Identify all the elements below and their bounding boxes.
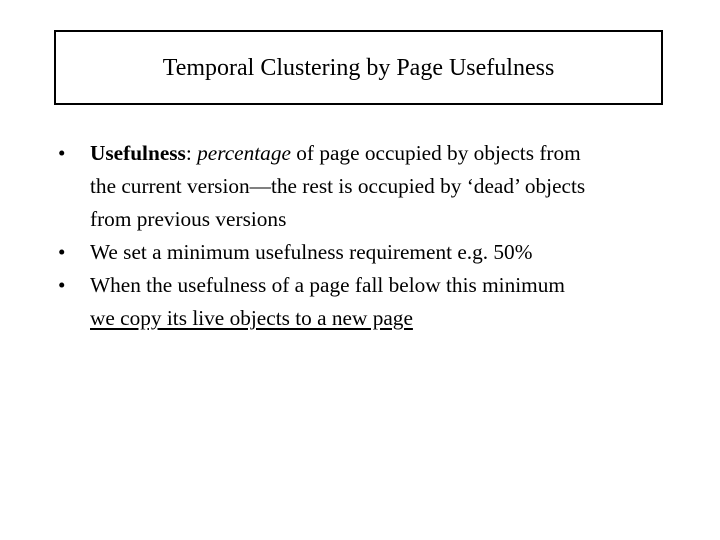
bullet-3-line-2: we copy its live objects to a new page bbox=[90, 306, 413, 330]
bullet-icon: • bbox=[58, 141, 66, 165]
bullet-1-colon: : bbox=[185, 141, 198, 165]
bullet-3-line-2-wrap bbox=[90, 302, 688, 335]
bullet-1-term: Usefulness bbox=[90, 141, 186, 165]
bullet-1-line-2: the current version—the rest is occupied by ‘dead’ objects bbox=[90, 174, 586, 198]
bullet-1-line-1-rest: of page occupied by objects from bbox=[290, 141, 581, 165]
bullet-item-usefulness bbox=[58, 137, 688, 236]
bullet-item-minimum-requirement bbox=[58, 236, 688, 269]
bullet-1-line-1 bbox=[90, 137, 688, 170]
slide-title: Temporal Clustering by Page Usefulness bbox=[162, 54, 555, 81]
bullet-icon: • bbox=[58, 273, 66, 297]
bullet-1-emphasis: percentage bbox=[197, 141, 291, 165]
bullet-icon: • bbox=[58, 240, 66, 264]
bullet-3-line-1: When the usefulness of a page fall below this minimum bbox=[90, 273, 565, 297]
bullet-list bbox=[58, 137, 688, 335]
title-box bbox=[54, 30, 663, 105]
bullet-item-copy-live-objects bbox=[58, 269, 688, 335]
bullet-1-line-3: from previous versions bbox=[90, 207, 287, 231]
bullet-2-line-1: We set a minimum usefulness requirement e.g. 50% bbox=[90, 240, 533, 264]
